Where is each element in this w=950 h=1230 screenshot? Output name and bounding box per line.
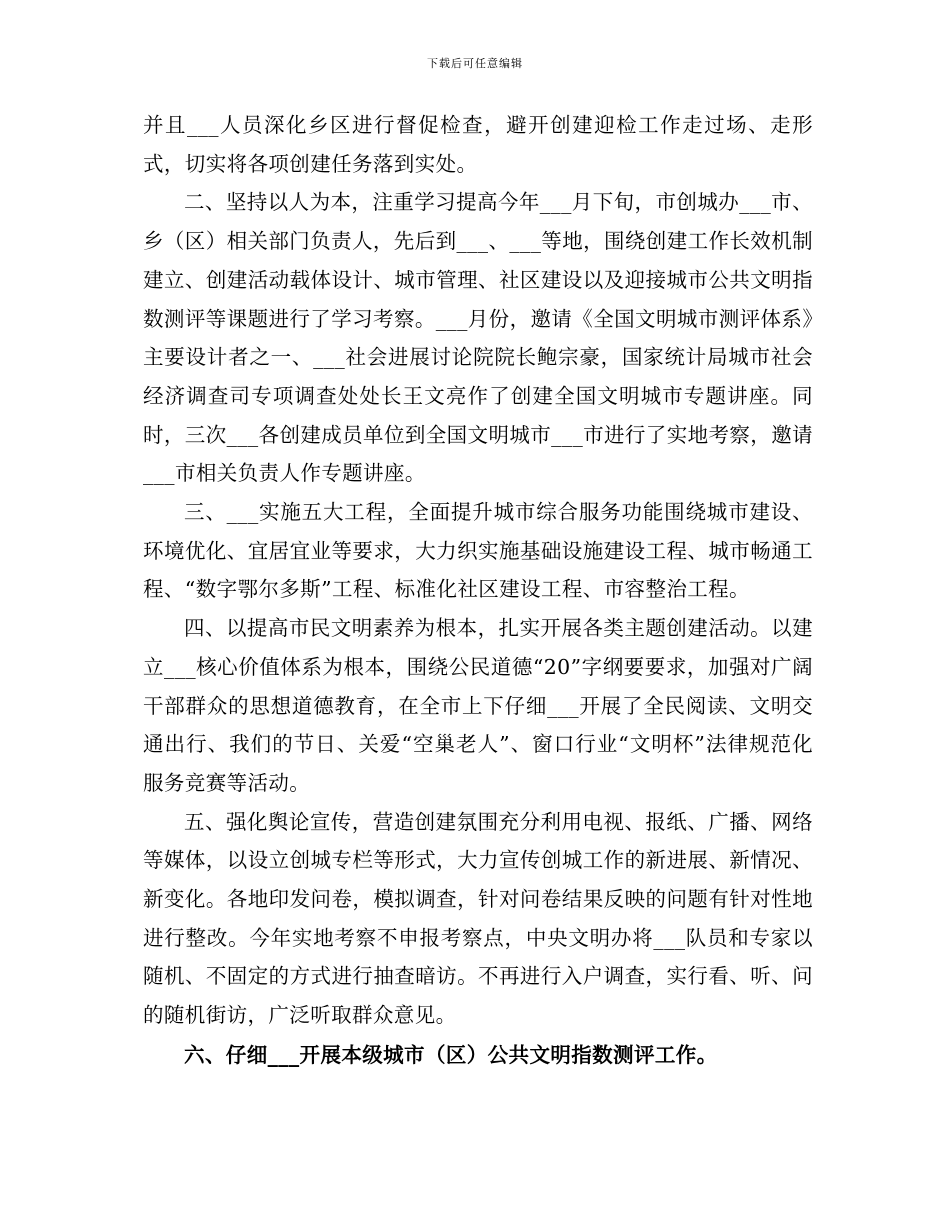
paragraph-section-2: 二、坚持以人为本，注重学习提高今年___月下旬，市创城办___市、乡（区）相关部门负责人，先后到___、___等地，围绕创建工作长效机制建立、创建活动载体设计、城市管理、社区建设以及迎接城市公共文明指数测评等课题进行了学习考察。___月份，邀请《全国文明城市测评体系》主要设计者之一、___社会进展讨论院院长鲍宗豪，国家统计局城市社会经济调查司专项调查处处长王文亮作了创建全国文明城市专题讲座。同时，三次___各创建成员单位到全国文明城市___市进行了实地考察，邀请___市相关负责人作专题讲座。 [143, 190, 813, 486]
paragraph-section-5: 五、强化舆论宣传，营造创建氛围充分利用电视、报纸、广播、网络等媒体，以设立创城专栏等形式，大力宣传创城工作的新进展、新情况、新变化。各地印发问卷，模拟调查，针对问卷结果反映的问题有针对性地进行整改。今年实地考察不申报考察点，中央文明办将___队员和专家以随机、不固定的方式进行抽查暗访。不再进行入户调查，实行看、听、问的随机街访，广泛听取群众意见。 [143, 809, 813, 1028]
paragraph-section-4: 四、以提高市民文明素养为根本，扎实开展各类主题创建活动。以建立___核心价值体系为根本，围绕公民道德“20”字纲要要求，加强对广阔干部群众的思想道德教育，在全市上下仔细___开展了全民阅读、文明交通出行、我们的节日、关爱“空巢老人”、窗口行业“文明杯”法律规范化服务竞赛等活动。 [143, 616, 813, 795]
paragraph-continuation: 并且___人员深化乡区进行督促检查，避开创建迎检工作走过场、走形式，切实将各项创建任务落到实处。 [143, 113, 813, 176]
page-header: 下载后可任意编辑 [427, 57, 523, 70]
document-body [143, 106, 813, 1075]
paragraph-section-6-heading: 六、仔细___开展本级城市（区）公共文明指数测评工作。 [184, 1042, 718, 1067]
paragraph-section-3: 三、___实施五大工程，全面提升城市综合服务功能围绕城市建设、环境优化、宜居宜业等要求，大力织实施基础设施建设工程、城市畅通工程、“数字鄂尔多斯”工程、标准化社区建设工程、市容整治工程。 [143, 500, 813, 602]
